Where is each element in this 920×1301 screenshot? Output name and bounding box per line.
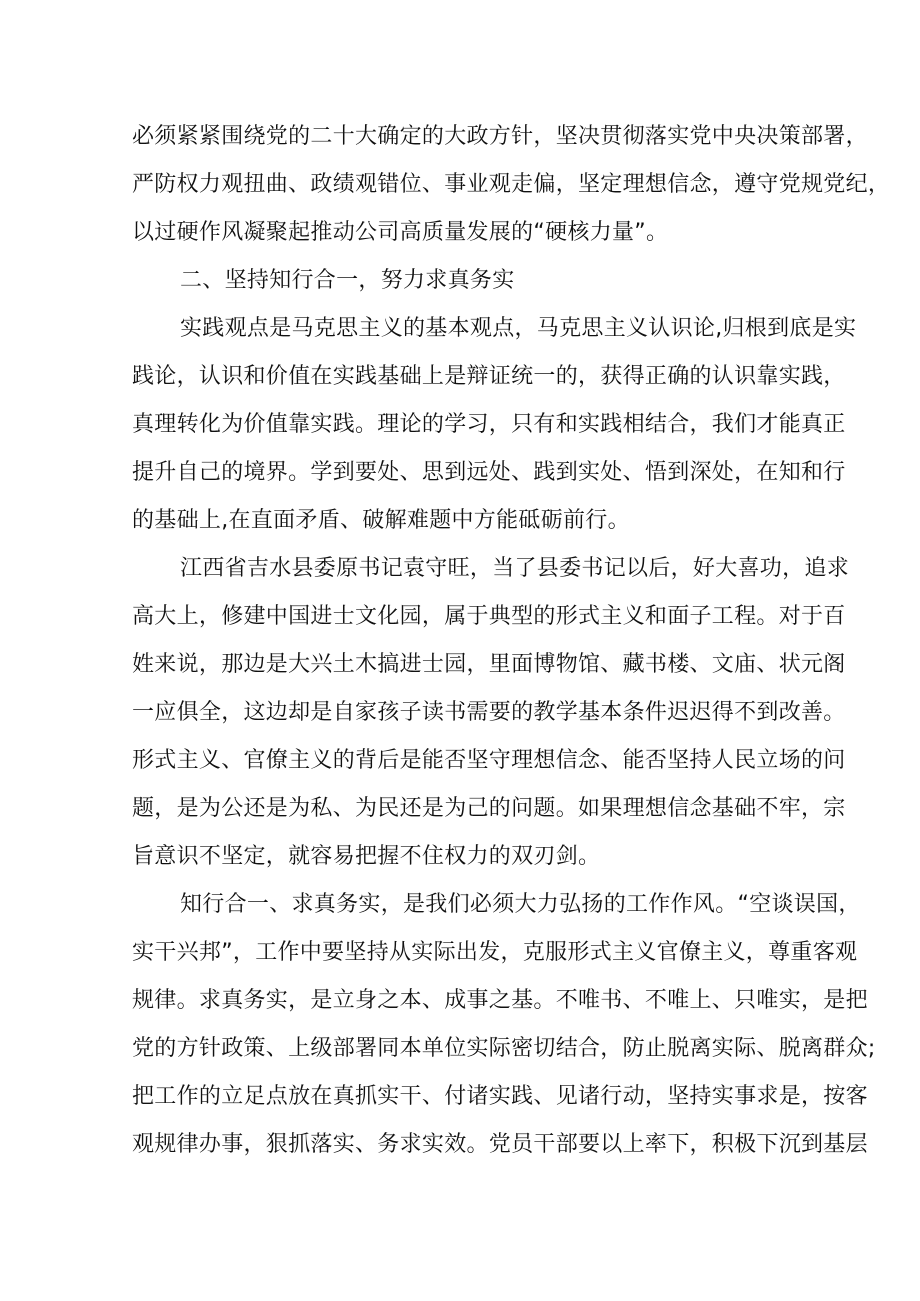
body-text-line: 必须紧紧围绕党的二十大确定的大政方针，坚决贯彻落实党中央决策部署， [132,124,868,149]
body-text-line: 旨意识不坚定，就容易把握不住权力的双刃剑。 [132,844,601,869]
body-text-line: 一应俱全，这边却是自家孩子读书需要的教学基本条件迟迟得不到改善。 [132,700,846,725]
body-text-line: 姓来说，那边是大兴土木搞进士园，里面博物馆、藏书楼、文庙、状元阁 [132,652,846,677]
body-text-line: 真理转化为价值靠实践。理论的学习，只有和实践相结合，我们才能真正 [132,412,846,437]
body-text-line: 高大上，修建中国进士文化园，属于典型的形式主义和面子工程。对于百 [132,604,846,629]
body-text-line: 把工作的立足点放在真抓实干、付诸实践、见诸行动，坚持实事求是，按客 [132,1084,868,1109]
body-text-line: 江西省吉水县委原书记袁守旺，当了县委书记以后，好大喜功，追求 [180,556,850,581]
body-text-line: 提升自己的境界。学到要处、思到远处、践到实处、悟到深处，在知和行 [132,460,846,485]
body-text-line: 践论，认识和价值在实践基础上是辩证统一的，获得正确的认识靠实践， [132,364,846,389]
body-text-line: 严防权力观扭曲、政绩观错位、事业观走偏，坚定理想信念，遵守党规党纪， [132,172,891,197]
body-text-line: 题，是为公还是为私、为民还是为己的问题。如果理想信念基础不牢，宗 [132,796,846,821]
body-text-line: 实践观点是马克思主义的基本观点，马克思主义认识论,归根到底是实 [180,316,857,341]
body-text-line: 形式主义、官僚主义的背后是能否坚守理想信念、能否坚持人民立场的问 [132,748,846,773]
body-text-line: 的基础上,在直面矛盾、破解难题中方能砥砺前行。 [132,508,630,533]
section-heading: 二、坚持知行合一，努力求真务实 [180,268,515,293]
body-text-line: 观规律办事，狠抓落实、务求实效。党员干部要以上率下，积极下沉到基层 [132,1132,868,1157]
body-text-line: 规律。求真务实，是立身之本、成事之基。不唯书、不唯上、只唯实，是把 [132,988,868,1013]
body-text-line: 党的方针政策、上级部署同本单位实际密切结合，防止脱离实际、脱离群众; [132,1036,876,1061]
body-text-line: 知行合一、求真务实，是我们必须大力弘扬的工作作风。“空谈误国， [180,892,861,917]
body-text-line: 实干兴邦”，工作中要坚持从实际出发，克服形式主义官僚主义，尊重客观 [132,940,858,965]
body-text-line: 以过硬作风凝聚起推动公司高质量发展的“硬核力量”。 [132,220,669,245]
